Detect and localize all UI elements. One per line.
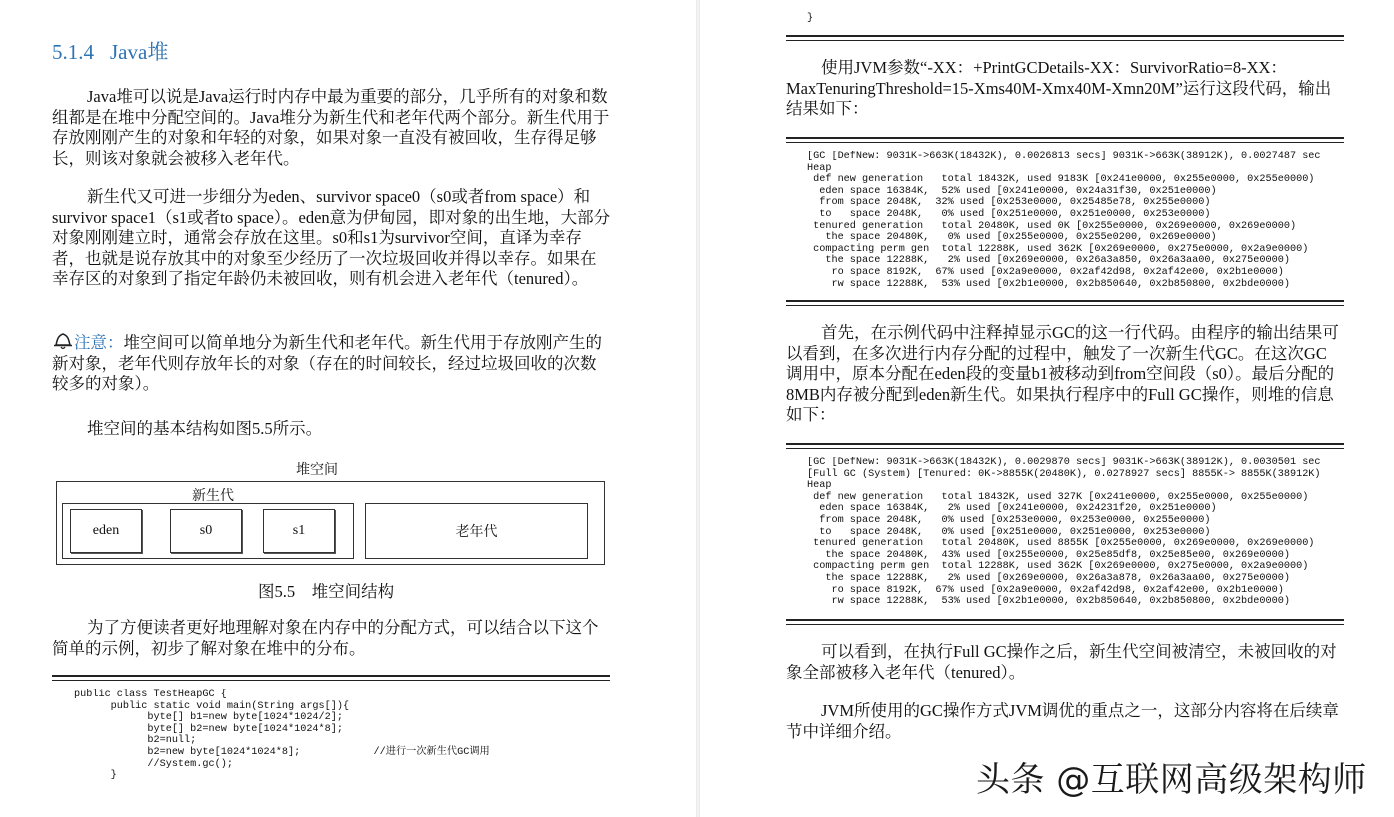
s0-label: s0 bbox=[199, 523, 213, 538]
note-label: 注意： bbox=[74, 333, 124, 352]
paragraph-text: 为了方便读者更好地理解对象在内存中的分配方式，可以结合以下这个简单的示例，初步了解对象在堆中的分布。 bbox=[52, 618, 599, 658]
eden-box bbox=[70, 509, 142, 553]
code-top-rule bbox=[52, 675, 610, 681]
paragraph bbox=[786, 642, 1342, 683]
output-text: [GC [DefNew: 9031K->663K(18432K), 0.0026813 secs] 9031K->663K(38912K), 0.0027487 sec Heap def new generation total 18432K, used 9183K [0x241e0000, 0x255e0000, 0x255e0000) eden space 16384K, 52% used [0x241e0000, 0x24a31f30, 0x251e0000) from space 2048K, 32% used [0x253e0000, 0x25485e78, 0x255e0000) to space 2048K, 0% used [0x251e0000, 0x251e0000, 0x253e0000) tenured generation total 20480K, used 0K [0x255e0000, 0x269e0000, 0x269e0000) the space 20480K, 0% used [0x255e0000, 0x255e0200, 0x269e0000) compacting perm gen total 12288K, used 362K [0x269e0000, 0x275e0000, 0x2a9e0000) the space 12288K, 2% used [0x269e0000, 0x26a3a850, 0x26a3aa00, 0x275e0000) ro space 8192K, 67% used [0x2a9e0000, 0x2af42d98, 0x2af42e00, 0x2b1e0000) rw space 12288K, 53% used [0x2b1e0000, 0x2b850640, 0x2b850800, 0x2bde0000) bbox=[807, 151, 1321, 290]
old-gen-label: 老年代 bbox=[455, 525, 498, 540]
eden-label: eden bbox=[92, 523, 120, 538]
old-gen-box bbox=[365, 503, 588, 559]
heap-structure-figure bbox=[0, 455, 696, 575]
console-output-1 bbox=[807, 151, 1347, 291]
paragraph bbox=[786, 701, 1342, 742]
output-text: [GC [DefNew: 9031K->663K(18432K), 0.0029870 secs] 9031K->663K(38912K), 0.0030501 sec [Full GC (System) [Tenured: 0K->8855K(20480K), 0.0278927 secs] 8855K-> 8855K(38912K) Heap def new generation total 18432K, used 327K [0x241e0000, 0x255e0000, 0x255e0000) eden space 16384K, 2% used [0x241e0000, 0x24231f20, 0x251e0000) from space 2048K, 0% used [0x253e0000, 0x253e0000, 0x255e0000) to space 2048K, 0% used [0x251e0000, 0x251e0000, 0x253e0000) tenured generation total 20480K, used 8855K [0x255e0000, 0x269e0000, 0x269e0000) the space 20480K, 43% used [0x255e0000, 0x25e85df8, 0x25e85e00, 0x269e0000) compacting perm gen total 12288K, used 362K [0x269e0000, 0x275e0000, 0x2a9e0000) the space 12288K, 2% used [0x269e0000, 0x26a3a878, 0x26a3aa00, 0x275e0000) ro space 8192K, 67% used [0x2a9e0000, 0x2af42d98, 0x2af42e00, 0x2b1e0000) rw space 12288K, 53% used [0x2b1e0000, 0x2b850640, 0x2b850800, 0x2bde0000) bbox=[807, 457, 1321, 608]
paragraph-text: Java堆可以说是Java运行时内存中最为重要的部分，几乎所有的对象和数组都是在堆中分配空间的。Java堆分为新生代和老年代两个部分。新生代用于存放刚刚产生的对象和年轻的对象，如果对象一直没有被回收，生存得足够长，则该对象就会被移入老年代。 bbox=[52, 87, 610, 168]
young-gen-label: 新生代 bbox=[192, 489, 234, 504]
output-bottom-rule bbox=[786, 619, 1344, 625]
code-closing-brace: } bbox=[807, 13, 814, 24]
paragraph-text: 首先，在示例代码中注释掉显示GC的这一行代码。由程序的输出结果可以看到，在多次进行内存分配的过程中，触发了一次新生代GC。在这次GC调用中，原本分配在eden段的变量b1被移动到from空间段（s0）。最后分配的8MB内存被分配到eden新生代。如果执行程序中的Full GC操作，则堆的信息如下： bbox=[786, 323, 1339, 424]
console-output-2 bbox=[807, 457, 1347, 612]
paragraph bbox=[786, 58, 1342, 120]
s1-box bbox=[263, 509, 335, 553]
output-top-rule bbox=[786, 137, 1344, 143]
paragraph bbox=[786, 323, 1342, 426]
output-top-rule bbox=[786, 443, 1344, 449]
paragraph-text: 堆空间的基本结构如图5.5所示。 bbox=[87, 419, 323, 438]
section-title: Java堆 bbox=[110, 40, 169, 64]
right-page bbox=[700, 0, 1394, 817]
s1-label: s1 bbox=[292, 523, 306, 538]
paragraph-text: JVM所使用的GC操作方式JVM调优的重点之一，这部分内容将在后续章节中详细介绍。 bbox=[786, 701, 1339, 741]
code-text: public class TestHeapGC { public static void main(String args[]){ byte[] b1=new byte[1024*1024/2]; byte[] b2=new byte[1024*1024*8]; b2=null; b2=new byte[1024*1024*8]; //进行一次新生代GC调用 //System.gc(); } bbox=[74, 689, 490, 782]
paragraph-text: 使用JVM参数“-XX：+PrintGCDetails-XX：SurvivorRatio=8-XX：MaxTenuringThreshold=15-Xms40M-Xmx40M-Xmn20M”运行这段代码，输出结果如下： bbox=[786, 58, 1332, 118]
figure-caption: 图5.5 堆空间结构 bbox=[258, 582, 395, 601]
watermark: 头条 @互联网高级架构师 bbox=[976, 760, 1367, 800]
section-number: 5.1.4 bbox=[52, 40, 94, 64]
paragraph bbox=[52, 87, 612, 169]
code-block bbox=[74, 689, 674, 817]
output-bottom-rule bbox=[786, 300, 1344, 306]
note-paragraph bbox=[52, 330, 612, 395]
bell-icon bbox=[52, 330, 74, 352]
paragraph bbox=[52, 618, 612, 659]
paragraph-text: 可以看到，在执行Full GC操作之后，新生代空间被清空，未被回收的对象全部被移入老年代（tenured）。 bbox=[786, 642, 1337, 682]
code-bottom-rule bbox=[786, 35, 1344, 41]
note-text: 堆空间可以简单地分为新生代和老年代。新生代用于存放刚产生的新对象，老年代则存放年长的对象（存在的时间较长，经过垃圾回收的次数较多的对象）。 bbox=[52, 333, 602, 393]
paragraph bbox=[52, 419, 612, 440]
paragraph-text: 新生代又可进一步细分为eden、survivor space0（s0或者from space）和survivor space1（s1或者to space）。eden意为伊甸园，即对象的出生地，大部分对象刚刚建立时，通常会存放在这里。s0和s1为survivor空间，直译为幸存者，也就是说存放其中的对象至少经历了一次垃圾回收并得以幸存。如果在幸存区的对象到了指定年龄仍未被回收，则有机会进入老年代（tenured）。 bbox=[52, 187, 611, 288]
paragraph bbox=[52, 187, 612, 290]
figure-title: 堆空间 bbox=[296, 463, 338, 478]
s0-box bbox=[170, 509, 242, 553]
left-page bbox=[0, 0, 696, 817]
section-heading bbox=[52, 36, 168, 66]
